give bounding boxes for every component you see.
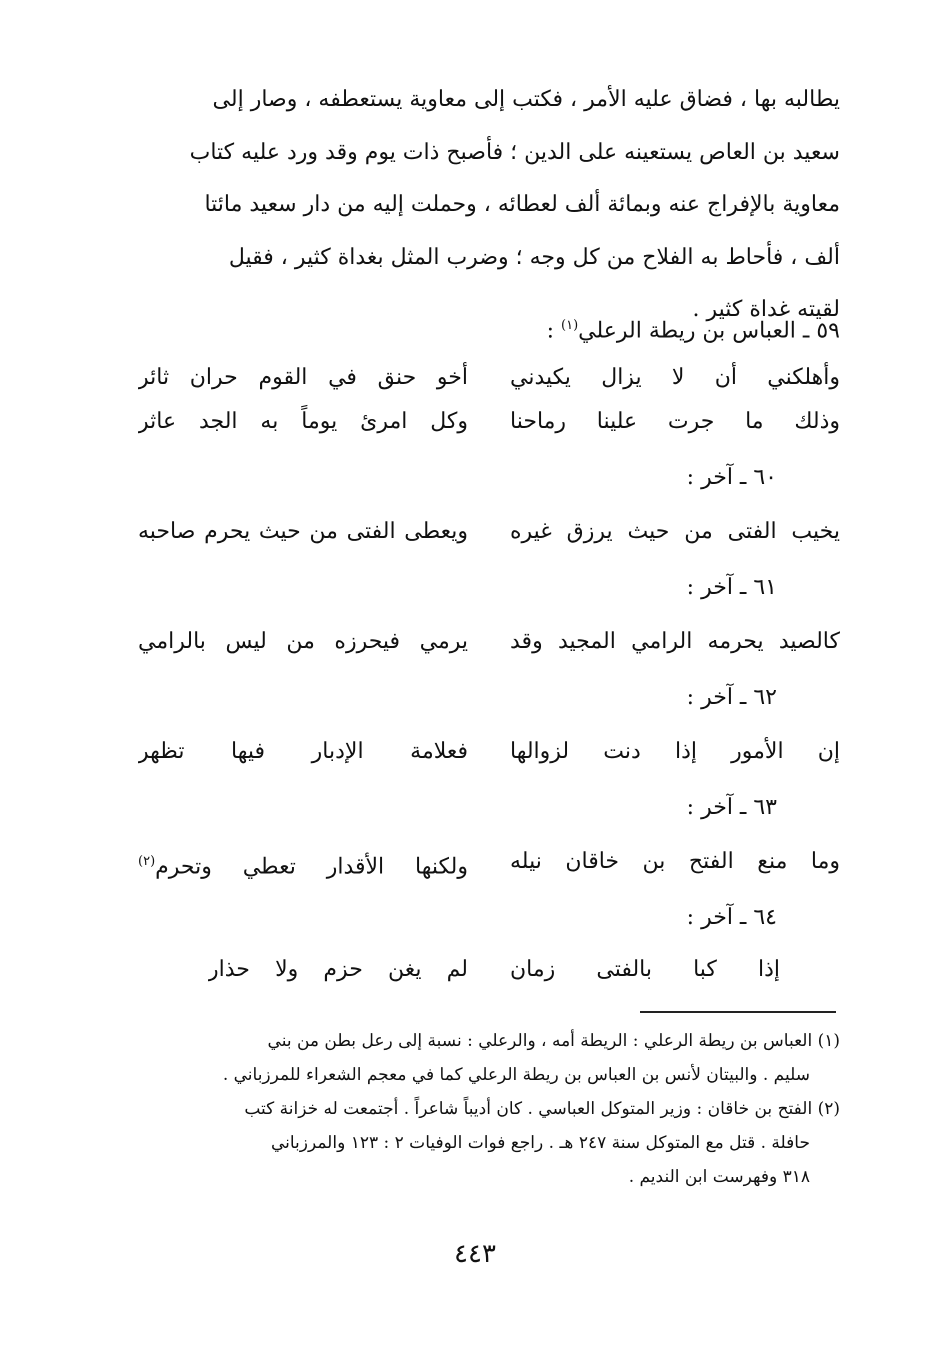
first-hemistich: وما منع الفتح بن خاقان نيله bbox=[510, 849, 840, 874]
footnote-2-line: حافلة . قتل مع المتوكل سنة ٢٤٧ هـ . راجع فوات الوفيات ٢ : ١٢٣ والمرزباني bbox=[270, 1133, 810, 1153]
second-hemistich: فعلامة الإدبار فيها تظهر bbox=[138, 739, 468, 764]
footnote-1-line: (١) العباس بن ريطة الرعلي : الريطة أمه ، والرعلي : نسبة إلى رعل بطن من بني bbox=[267, 1031, 840, 1051]
prose-line: يطالبه بها ، فضاق عليه الأمر ، فكتب إلى معاوية يستعطفه ، وصار إلى bbox=[212, 87, 840, 112]
first-hemistich: يخيب الفتى من حيث يرزق غيره bbox=[510, 519, 840, 544]
verse-line bbox=[138, 620, 840, 664]
prose-line: سعيد بن العاص يستعينه على الدين ؛ فأصبح ذات يوم وقد ورد عليه كتاب bbox=[189, 139, 840, 165]
verse-line bbox=[138, 400, 840, 444]
first-hemistich: وذلك ما جرت علينا رماحنا bbox=[510, 409, 840, 434]
entry-63-heading: ٦٣ ـ آخر : bbox=[686, 795, 777, 820]
footnote-ref-2: (٢) bbox=[138, 854, 156, 869]
prose-paragraph bbox=[138, 74, 840, 337]
verse-line bbox=[138, 510, 840, 554]
footnotes bbox=[138, 1024, 840, 1194]
second-hemistich: وكل امرئ يوماً به الجد عاثر bbox=[138, 409, 468, 434]
second-hemistich: ويعطى الفتى من حيث يحرم صاحبه bbox=[138, 519, 468, 544]
entry-62-heading: ٦٢ ـ آخر : bbox=[686, 685, 777, 710]
second-hemistich-text: ولكنها الأقدار تعطي وتحرم bbox=[155, 854, 468, 880]
entry-60-heading: ٦٠ ـ آخر : bbox=[686, 465, 777, 490]
second-hemistich bbox=[138, 840, 468, 889]
footnote-2-line: (٢) الفتح بن خاقان : وزير المتوكل العباسي . كان أديباً شاعراً . أجتمعت له خزانة كتب bbox=[244, 1099, 840, 1119]
first-hemistich: كالصيد يحرمه الرامي المجيد وقد bbox=[510, 629, 840, 654]
prose-line: لقيته غداة كثير . bbox=[692, 297, 840, 322]
verse-line bbox=[138, 356, 840, 400]
first-hemistich: وأهلكني أن لا يزال يكيدني bbox=[510, 365, 840, 390]
entry-59-title: ٥٩ ـ العباس بن ريطة الرعلي bbox=[578, 318, 840, 344]
footnote-2-line: ٣١٨ وفهرست ابن النديم . bbox=[628, 1167, 810, 1187]
first-hemistich: إذا كبا بالفتى زمان bbox=[510, 957, 780, 982]
second-hemistich: أخو حنق في القوم حران ثائر bbox=[138, 365, 468, 390]
page-number: ٤٤٣ bbox=[454, 1239, 496, 1269]
second-hemistich: لم يغن حزم ولا حذار bbox=[208, 957, 468, 982]
footnote-ref-1: (١) bbox=[561, 318, 579, 333]
entry-64-heading: ٦٤ ـ آخر : bbox=[686, 905, 777, 930]
verse-line bbox=[138, 730, 840, 774]
prose-line: معاوية بالإفراج عنه وبمائة ألف لعطائه ، وحملت إليه من دار سعيد مائتا bbox=[204, 192, 840, 217]
verse-line bbox=[138, 948, 840, 992]
prose-line: ألف ، فأحاط به الفلاح من كل وجه ؛ وضرب المثل بغداة كثير ، فقيل bbox=[228, 244, 840, 270]
entry-61-heading: ٦١ ـ آخر : bbox=[686, 575, 777, 600]
second-hemistich: يرمي فيحرزه من ليس بالرامي bbox=[138, 629, 468, 654]
footnote-divider bbox=[640, 1011, 836, 1013]
footnote-1-line: سليم . والبيتان لأنس بن العباس بن ريطة الرعلي كما في معجم الشعراء للمرزباني . bbox=[222, 1065, 810, 1085]
entry-59-heading bbox=[138, 302, 840, 350]
verse-line bbox=[138, 840, 840, 884]
entry-59-colon: : bbox=[546, 318, 562, 344]
first-hemistich: إن الأمور إذا دنت لزوالها bbox=[510, 739, 840, 764]
